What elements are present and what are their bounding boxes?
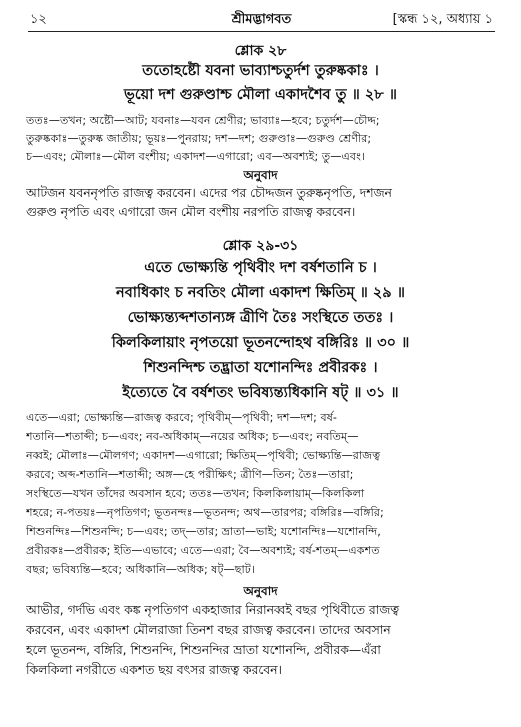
verse-line: ইত্যেতে বৈ বর্ষশতং ভবিষ্যন্ত্যধিকানি ষট্ ॥ ৩১ ॥ (122, 385, 399, 401)
synonym-line: করবে; অব্দ-শতানি—শতাব্দী; অঙ্গ—হে পরীক্ষিৎ; ত্রীণি—তিন; তৈঃ—তারা; (26, 468, 354, 481)
verse-28-heading: শ্লোক ২৮ (234, 43, 287, 59)
translation-heading: অনুবাদ (243, 168, 278, 182)
synonym-line: সংস্থিতে—যখন তাঁদের অবসান হবে; ততঃ—তখন; কিলকিলায়াম্—কিলকিলা (26, 487, 365, 500)
verse-line: ভূয়ো দশ গুরুণ্ডাশ্চ মৌলা একাদশৈব তু ॥ ২৮ ॥ (124, 87, 397, 103)
page-number: ১২ (30, 12, 47, 27)
translation-heading: অনুবাদ (243, 584, 278, 598)
synonym-line: শিশুনন্দিঃ—শিশুনন্দি; চ—এবং; তদ্—তার; ভ্রাতা—ভাই; যশোনন্দিঃ—যশোনন্দি, (26, 525, 381, 538)
translation-line: করবেন, এবং একাদশ মৌলরাজা তিনশ বছর রাজত্ব করবেন। তাদের অবসান (26, 623, 391, 637)
synonym-line: এতে—এরা; ভোক্ষ্যন্তি—রাজত্ব করবে; পৃথিবীম্—পৃথিবী; দশ—দশ; বর্ষ- (26, 411, 337, 424)
verse-line: শিশুনন্দিশ্চ তদ্ভ্রাতা যশোনন্দিঃ প্রবীরকঃ । (143, 360, 378, 376)
synonym-line: শহরে; ন-পতয়ঃ—নৃপতিগণ; ভূতনন্দঃ—ভূতনন্দ; অথ—তারপর; বঙ্গিরিঃ—বঙ্গিরি; (26, 506, 384, 519)
verse-line: কিলকিলায়াং নৃপতয়ো ভূতনন্দোহথ বঙ্গিরিঃ ॥ ৩০ ॥ (111, 335, 410, 351)
translation-line: আভীর, গর্দভি এবং কঙ্ক নৃপতিগণ একহাজার নিরানব্বই বছর পৃথিবীতে রাজত্ব (26, 603, 399, 617)
header-divider (28, 31, 495, 32)
verse-line: ততোহষ্টৌ যবনা ভাব্যাশ্চতুর্দশ তুরুষ্ককাঃ । (142, 63, 379, 79)
chapter-reference: [স্কন্ধ ১২, অধ্যায় ১ (392, 12, 493, 27)
page-header (30, 10, 493, 30)
translation-line: আটজন যবননৃপতি রাজত্ব করবেন। এদের পর চৌদ্দজন তুরুষ্কনৃপতি, দশজন (26, 186, 392, 200)
synonym-line: নব্বই; মৌলাঃ—মৌলগণ; একাদশ—এগারো; ক্ষিতিম্—পৃথিবী; ভোক্ষ্যন্তি—রাজত্ব (26, 449, 381, 462)
synonym-line: শতানি—শতাব্দী; চ—এবং; নব-অধিকাম্—নয়ের অধিক; চ—এবং; নবতিম্— (26, 430, 359, 443)
verse-line: নবাধিকাং চ নবতিং মৌলা একাদশ ক্ষিতিম্ ॥ ২৯ ॥ (116, 285, 405, 301)
synonym-line: ততঃ—তখন; অষ্টৌ—আট; যবনাঃ—যবন শ্রেণীর; ভাব্যাঃ—হবে; চতুর্দশ—চৌদ্দ; (26, 114, 380, 127)
translation-line: গুরুণ্ড নৃপতি এবং এগারো জন মৌল বংশীয় নরপতি রাজত্ব করবেন। (26, 205, 356, 219)
synonym-line: বছর; ভবিষ্যন্তি—হবে; অধিকানি—অধিক; ষট্—ছাট। (26, 563, 255, 576)
verse-line: এতে ভোক্ষ্যন্তি পৃথিবীং দশ বর্ষশতানি চ । (144, 260, 377, 276)
verse-29-31-heading: শ্লোক ২৯-৩১ (222, 238, 299, 254)
verse-line: ভোক্ষ্যন্ত্যব্দশতান্যঙ্গ ত্রীণি তৈঃ সংস্থিতে ততঃ । (127, 310, 394, 326)
book-title: শ্রীমদ্ভাগবত (231, 12, 292, 27)
synonym-line: তুরুষ্ককাঃ—তুরুষ্ক জাতীয়; ভূয়ঃ—পুনরায়; দশ—দশ; গুরুণ্ডাঃ—গুরুণ্ড শ্রেণীর; (26, 132, 372, 145)
synonym-line: চ—এবং; মৌলাঃ—মৌল বংশীয়; একাদশ—এগারো; এব—অবশ্যই; তু—এবং। (26, 150, 365, 163)
synonym-line: প্রবীরকঃ—প্রবীরক; ইতি—এভাবে; এতে—এরা; বৈ—অবশ্যই; বর্ষ-শতম্—একশত (26, 544, 380, 557)
translation-line: কিলকিলা নগরীতে একশত ছয় বৎসর রাজত্ব করবেন। (26, 663, 282, 677)
translation-line: হলে ভূতনন্দ, বঙ্গিরি, শিশুনন্দি, শিশুনন্দির ভ্রাতা যশোনন্দি, প্রবীরক—এঁরা (26, 643, 381, 657)
